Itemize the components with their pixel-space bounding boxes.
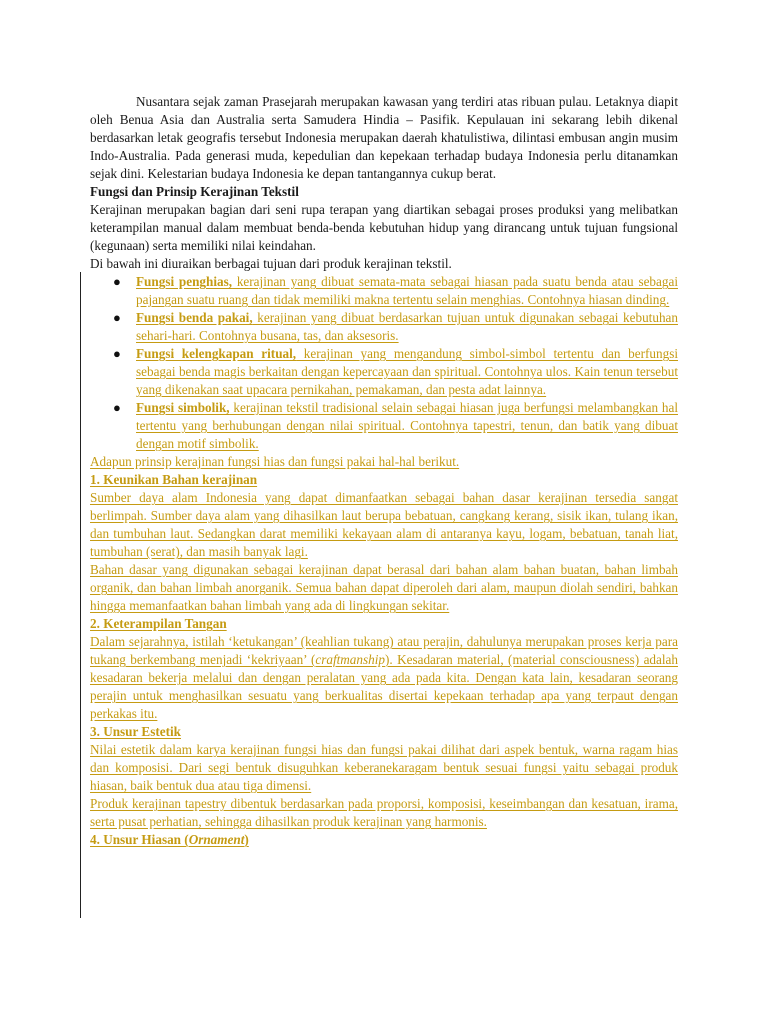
list-item-text: kerajinan yang dibuat berdasarkan tujuan untuk digunakan sebagai kebutuhan sehari-hari. Contohnya busana, tas, dan aksesoris. (136, 310, 678, 343)
fungsi-list (90, 273, 678, 453)
paragraph-adapun: Adapun prinsip kerajinan fungsi hias dan fungsi pakai hal-hal berikut. (90, 454, 460, 469)
change-bar (80, 272, 81, 918)
list-item (113, 309, 678, 345)
list-item-text: kerajinan yang dibuat semata-mata sebagai hiasan pada suatu benda atau sebagai pajangan suatu ruang dan tidak memiliki makna tertentu selain menghias. Contohnya hiasan dinding. (136, 274, 678, 307)
paragraph-kerajinan: Kerajinan merupakan bagian dari seni rupa terapan yang diartikan sebagai proses produksi yang melibatkan keterampilan manual dalam membuat benda-benda kebutuhan hidup yang dirancang untuk tujuan fungsional (kegunaan) serta memiliki nilai keindahan. (90, 202, 678, 253)
document-page (90, 93, 678, 849)
list-item-term: Fungsi benda pakai, (136, 310, 253, 325)
bullet-icon: ● (113, 310, 121, 325)
bullet-icon: ● (113, 274, 121, 289)
list-item-text: kerajinan yang mengandung simbol-simbol tertentu dan berfungsi sebagai benda magis berkaitan dengan kepercayaan dan spiritual. Contohnya ulos. Kain tenun tersebut yang dikenakan saat upacara pernikahan, pemakaman, dan pesta adat lainnya. (136, 346, 678, 397)
paragraph-keterampilan (90, 633, 678, 723)
paragraph-dibawah: Di bawah ini diuraikan berbagai tujuan dari produk kerajinan tekstil. (90, 256, 452, 271)
list-item (113, 345, 678, 399)
bullet-icon: ● (113, 400, 121, 415)
section-heading-fungsi: Fungsi dan Prinsip Kerajinan Tekstil (90, 184, 299, 199)
section-heading-keunikan: 1. Keunikan Bahan kerajinan (90, 472, 258, 487)
hiasan-heading-a: 4. Unsur Hiasan ( (90, 832, 189, 847)
hiasan-heading-b: ) (244, 832, 249, 847)
bullet-icon: ● (113, 346, 121, 361)
paragraph-estetik-2: Produk kerajinan tapestry dibentuk berdasarkan pada proporsi, komposisi, keseimbangan dan kesatuan, irama, serta pusat perhatian, sehingga dihasilkan produk kerajinan yang harmonis. (90, 796, 678, 829)
paragraph-keunikan-2: Bahan dasar yang digunakan sebagai kerajinan dapat berasal dari bahan alam bahan buatan, bahan limbah organik, dan bahan limbah anorganik. Semua bahan dapat diperoleh dari alam, maupun diolah sendiri, bahkan hingga memanfaatkan bahan limbah yang ada di lingkungan sekitar. (90, 562, 678, 613)
list-item-term: Fungsi penghias, (136, 274, 233, 289)
list-item (113, 399, 678, 453)
section-heading-keterampilan: 2. Keterampilan Tangan (90, 616, 227, 631)
section-heading-estetik: 3. Unsur Estetik (90, 724, 181, 739)
craftmanship-term: craftmanship (315, 652, 385, 667)
list-item (113, 273, 678, 309)
keterampilan-text-b: ). Kesadaran material, (material consciousness) adalah kesadaran bekerja melalui dan dengan peralatan yang ada pada kita. Dengan kata lain, kesadaran seorang perajin untuk menghasilkan sesuatu yang berkualitas disertai kepekaan terhadap apa yang terpaut dengan perkakas itu. (90, 652, 678, 721)
intro-paragraph: Nusantara sejak zaman Prasejarah merupakan kawasan yang terdiri atas ribuan pulau. Letaknya diapit oleh Benua Asia dan Australia serta Samudera Hindia – Pasifik. Kepulauan ini sekarang lebih dikenal berdasarkan letak geografis tersebut Indonesia merupakan daerah khatulistiwa, dilintasi embusan angin musim Indo-Australia. Pada generasi muda, kepedulian dan kepekaan terhadap budaya Indonesia perlu ditanamkan sejak dini. Kelestarian budaya Indonesia ke depan tantangannya cukup berat. (90, 94, 678, 181)
paragraph-estetik-1: Nilai estetik dalam karya kerajinan fungsi hias dan fungsi pakai dilihat dari aspek bentuk, warna ragam hias dan komposisi. Dari segi bentuk disuguhkan keberanekaragam bentuk sesuai fungsi yaitu sebagai produk hiasan, baik bentuk dua atau tiga dimensi. (90, 742, 678, 793)
list-item-text: kerajinan tekstil tradisional selain sebagai hiasan juga berfungsi melambangkan hal tertentu yang berhubungan dengan nilai spiritual. Contohnya tapestri, tenun, dan batik yang dibuat dengan motif simbolik. (136, 400, 678, 451)
section-heading-hiasan (90, 831, 678, 849)
list-item-term: Fungsi simbolik, (136, 400, 230, 415)
paragraph-keunikan-1: Sumber daya alam Indonesia yang dapat dimanfaatkan sebagai bahan dasar kerajinan tersedia sangat berlimpah. Sumber daya alam yang dihasilkan laut berupa bebatuan, cangkang kerang, sisik ikan, tulang ikan, dan tumbuhan laut. Sedangkan darat memiliki kekayaan alam di antaranya kayu, logam, bebatuan, tanah liat, tumbuhan (serat), dan masih banyak lagi. (90, 490, 678, 559)
list-item-term: Fungsi kelengkapan ritual, (136, 346, 297, 361)
keterampilan-text-a: Dalam sejarahnya, istilah ‘ketukangan’ (keahlian tukang) atau perajin, dahulunya merupakan proses kerja para tukang berkembang menjadi ‘kekriyaan’ ( (90, 634, 678, 667)
ornament-term: Ornament (188, 832, 245, 847)
